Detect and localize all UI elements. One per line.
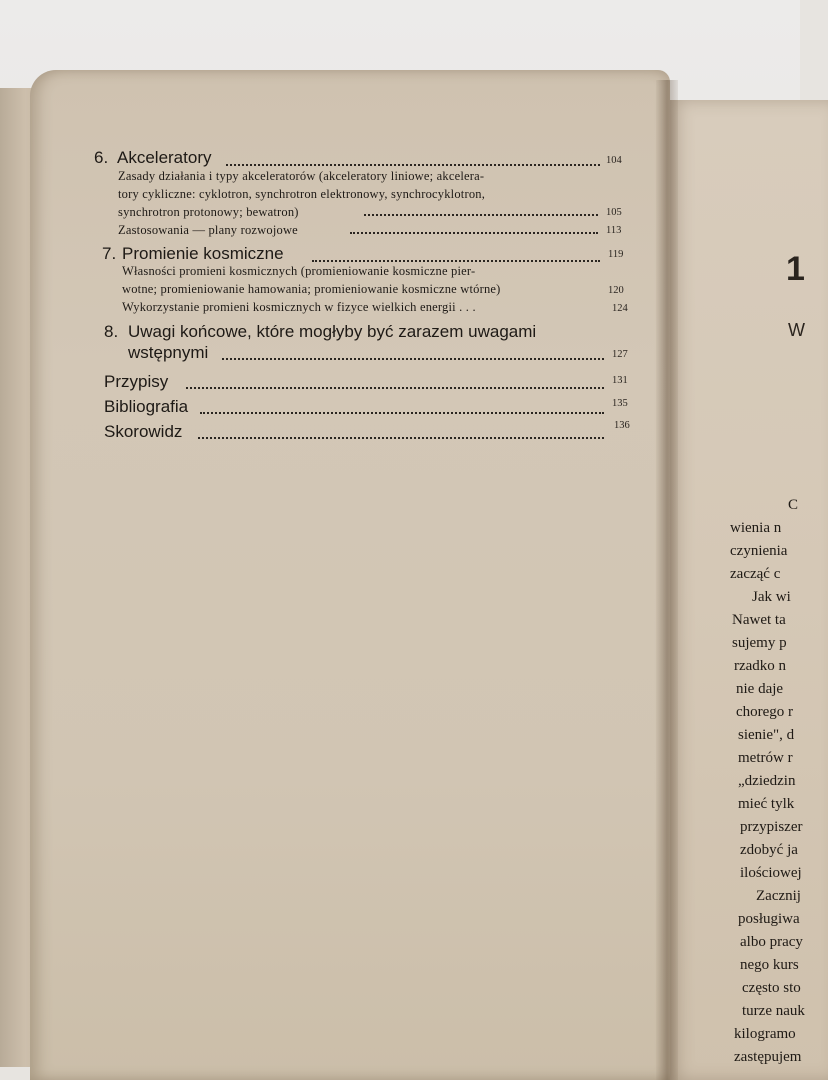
right-page-line: rzadko n	[734, 658, 787, 674]
toc-page-number: 135	[612, 398, 628, 409]
right-page-line: turze nauk	[742, 1003, 805, 1019]
toc-back-matter-title: Skorowidz	[104, 422, 183, 441]
right-page-line: wienia n	[730, 520, 782, 536]
toc-leader-dots	[198, 431, 604, 439]
right-page-line: kilogramo	[734, 1026, 796, 1042]
right-page-heading: 1	[786, 250, 805, 288]
right-page-line: chorego r	[736, 704, 794, 720]
right-page-line: sienie", d	[738, 727, 795, 743]
toc-page-number: 124	[612, 303, 628, 314]
toc-page-number: 131	[612, 375, 628, 386]
toc-chapter-number: 6.	[94, 148, 109, 167]
toc-leader-dots	[350, 226, 598, 234]
toc-leader-dots	[200, 406, 604, 414]
toc-page-number: 120	[608, 285, 624, 296]
toc-chapter-number: 8.	[104, 322, 119, 341]
right-page-line: przypiszer	[740, 819, 803, 835]
right-page-line: sujemy p	[732, 635, 787, 651]
toc-page-number: 119	[608, 249, 624, 260]
right-page-line: posługiwa	[738, 911, 800, 927]
toc-subentry: Zastosowania — plany rozwojowe	[118, 223, 298, 237]
right-page-line: Jak wi	[752, 589, 791, 605]
right-page-line: metrów r	[738, 750, 793, 766]
right-page-line: mieć tylk	[738, 796, 795, 812]
toc-leader-dots	[226, 158, 600, 166]
toc-chapter-title: Promienie kosmiczne	[122, 244, 284, 263]
toc-leader-dots	[312, 254, 600, 262]
toc-subentry: wotne; promieniowanie hamowania; promieniowanie kosmiczne wtórne)	[122, 282, 501, 296]
right-page-line: nego kurs	[740, 957, 799, 973]
toc-page-number: 104	[606, 155, 622, 166]
right-page-line: C	[788, 497, 799, 513]
toc-chapter-title: Akceleratory	[117, 148, 212, 167]
toc-subentry: tory cykliczne: cyklotron, synchrotron elektronowy, synchrocyklotron,	[118, 187, 486, 201]
toc-chapter-title-continued: wstępnymi	[128, 343, 209, 362]
right-page-line: zastępujem	[734, 1049, 802, 1065]
toc-leader-dots	[364, 208, 598, 216]
right-page-line: ilościowej	[740, 865, 802, 881]
toc-back-matter-title: Przypisy	[104, 372, 169, 391]
toc-page-number: 113	[606, 225, 622, 236]
toc-page-number: 105	[606, 207, 622, 218]
toc-page-number: 127	[612, 349, 628, 360]
right-page-line: „dziedzin	[738, 773, 796, 789]
right-page-line: Nawet ta	[732, 612, 786, 628]
right-page-subheading: W	[788, 320, 805, 340]
right-page-line: albo pracy	[740, 934, 803, 950]
toc-subentry: synchrotron protonowy; bewatron)	[118, 205, 299, 219]
toc-subentry: Wykorzystanie promieni kosmicznych w fizyce wielkich energii . . .	[122, 300, 476, 314]
right-page-line: zacząć c	[730, 566, 781, 582]
toc-back-matter-title: Bibliografia	[104, 397, 189, 416]
right-page-line: Zacznij	[756, 888, 801, 904]
right-page-line: czynienia	[730, 543, 788, 559]
toc-chapter-title: Uwagi końcowe, które mogłyby być zarazem uwagami	[128, 322, 537, 341]
toc-leader-dots	[222, 352, 604, 360]
toc-page-number: 136	[614, 420, 630, 431]
toc-subentry: Własności promieni kosmicznych (promieniowanie kosmiczne pier-	[122, 264, 476, 278]
right-page-line: zdobyć ja	[740, 842, 798, 858]
toc-chapter-number: 7.	[102, 244, 117, 263]
right-page-line: nie daje	[736, 681, 784, 697]
right-page-line: często sto	[742, 980, 801, 996]
toc-leader-dots	[186, 381, 604, 389]
toc-subentry: Zasady działania i typy akceleratorów (akceleratory liniowe; akcelera-	[118, 169, 485, 183]
